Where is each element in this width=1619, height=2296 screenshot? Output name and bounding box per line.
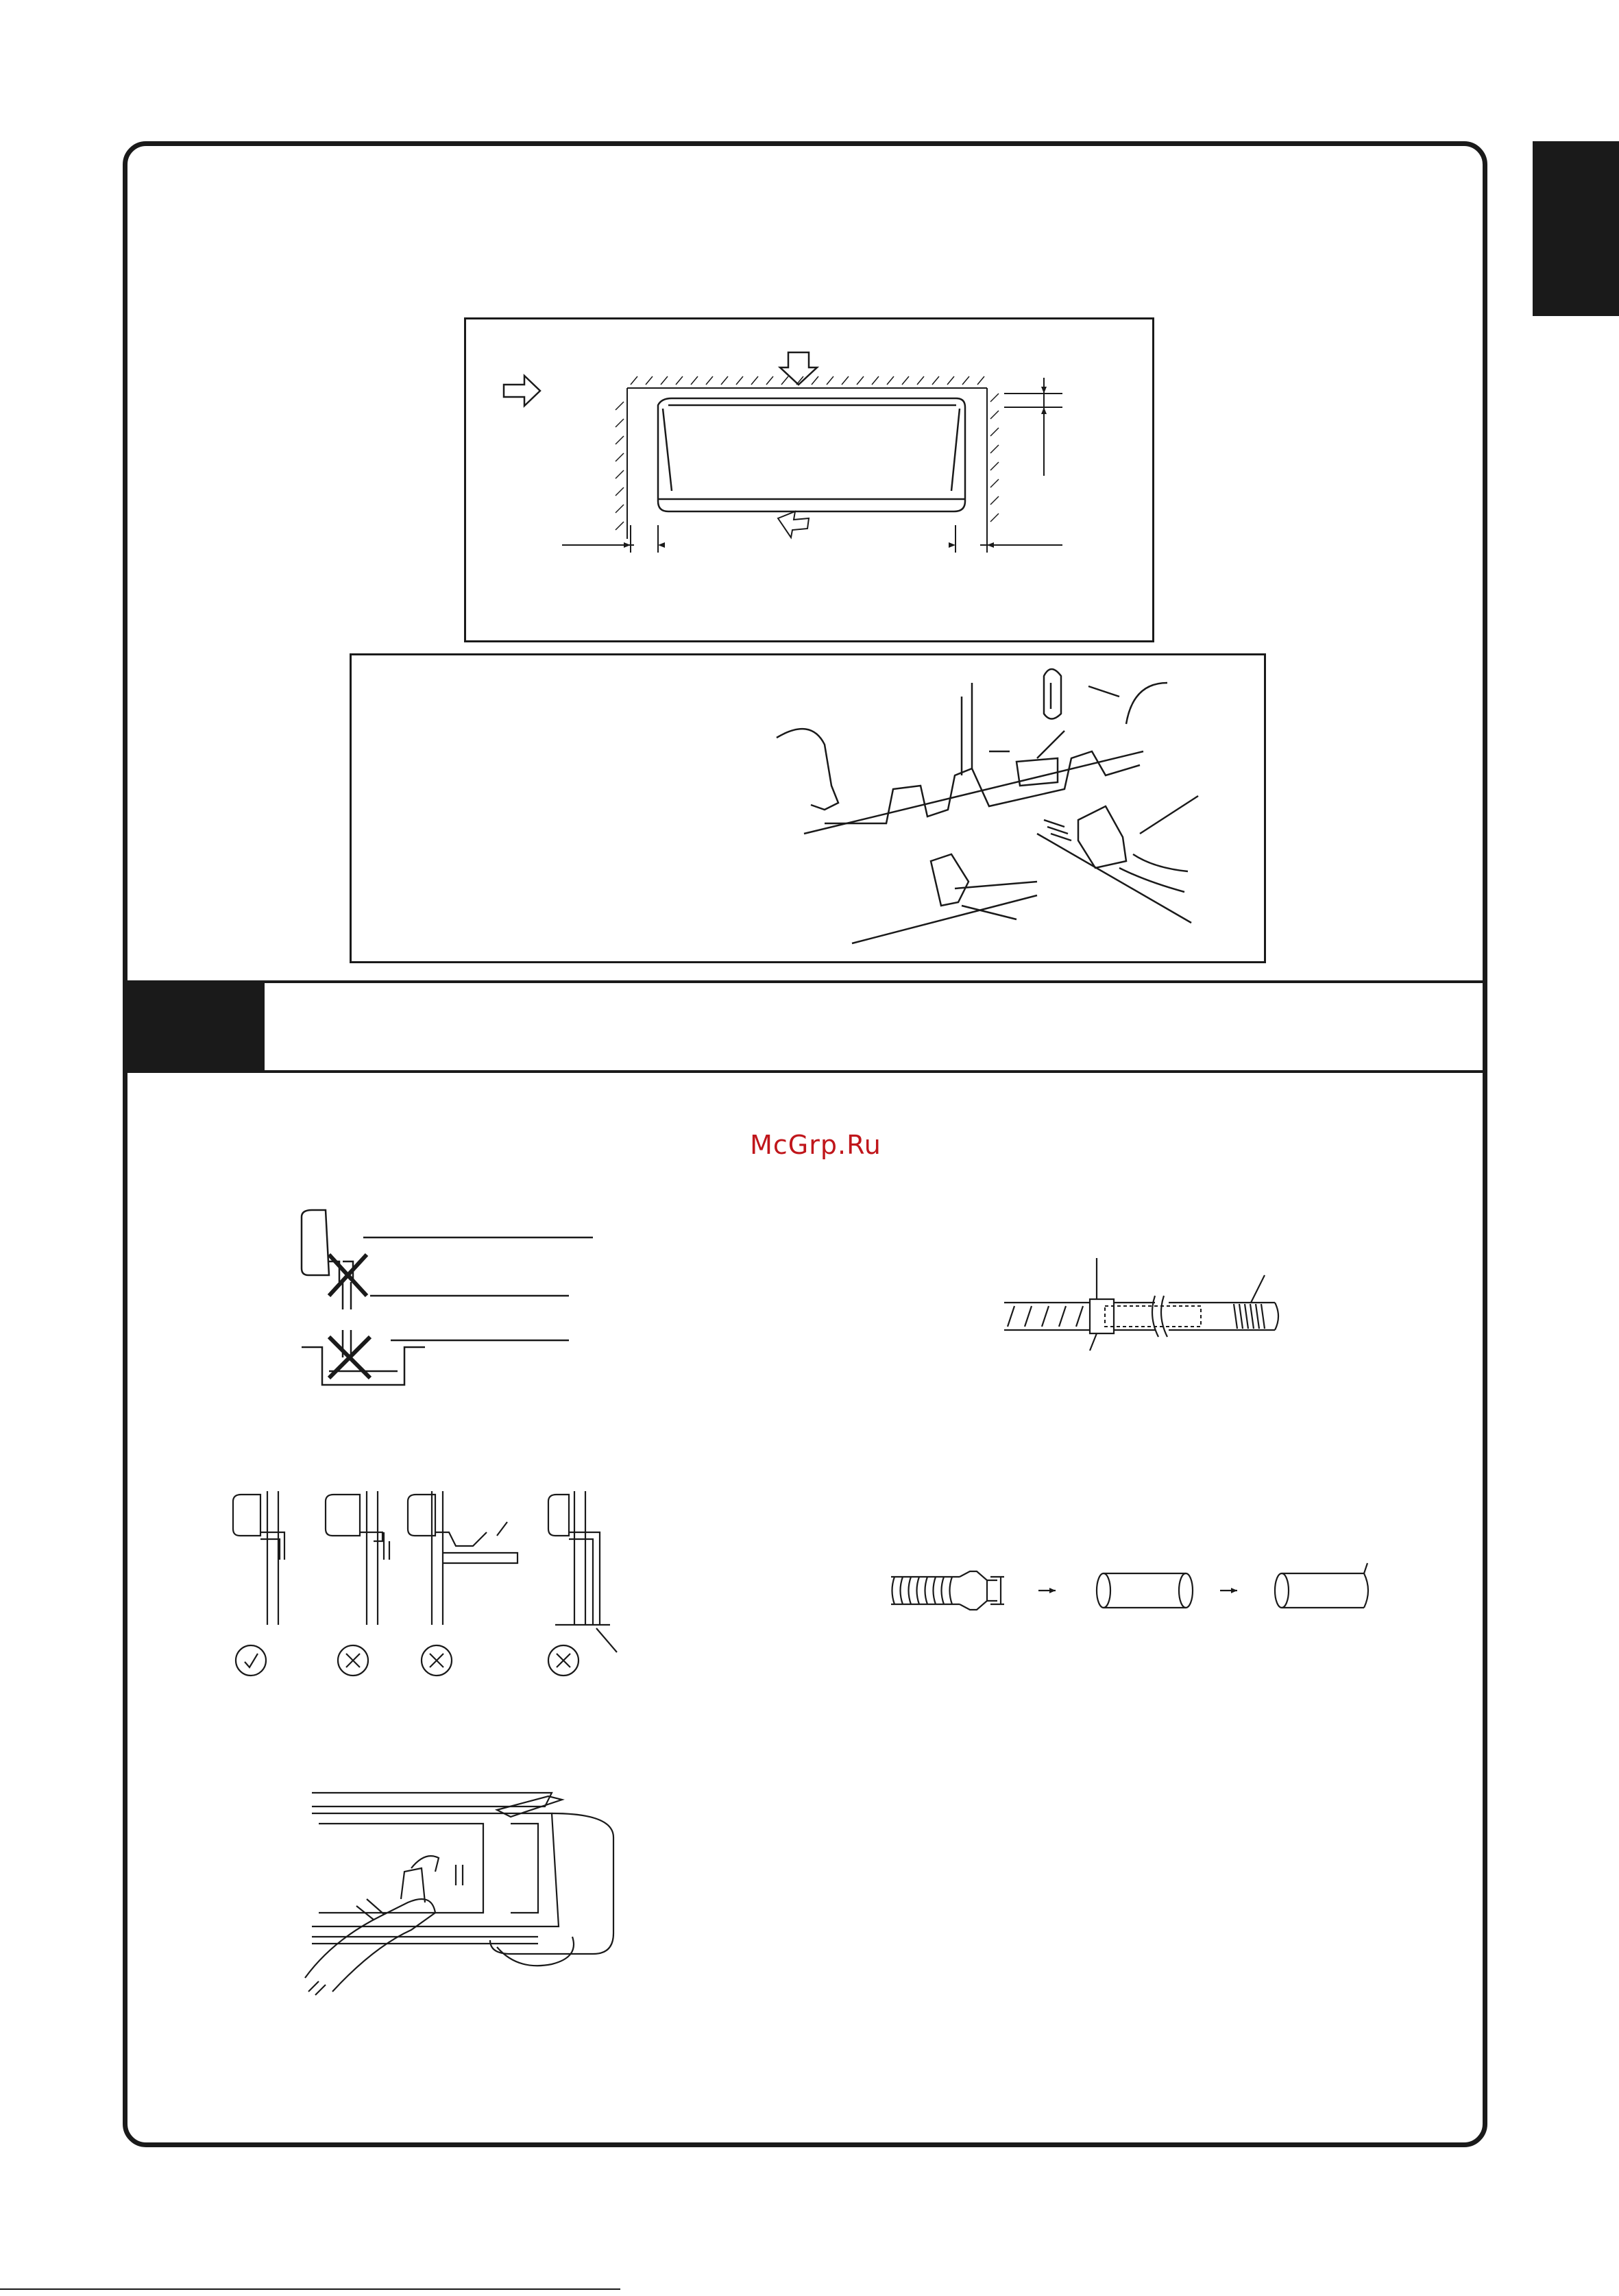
check-circle-icon: [236, 1645, 266, 1676]
clearance-diagram: [464, 317, 1154, 642]
insulated-pipe-joint-diagram: [1001, 1248, 1289, 1351]
drain-hose-wrong-routing-diagram: [288, 1207, 603, 1412]
bottom-rule: [0, 2288, 620, 2290]
section-header-band: [123, 980, 1487, 1073]
hose-to-pipe-connection-diagram: [884, 1556, 1385, 1625]
clearance-diagram-drawing: [466, 319, 1156, 644]
language-side-tab: [1533, 141, 1619, 316]
air-arrow-icon: [504, 376, 540, 406]
bracket-mounting-diagram: [350, 653, 1266, 963]
water-pour-test-illustration: [291, 1783, 620, 2029]
section-number-block: [127, 983, 265, 1070]
watermark: McGrp.Ru: [750, 1130, 881, 1160]
cross-mark-icon: [329, 1255, 370, 1378]
drain-hose-slope-comparison: [226, 1488, 637, 1687]
bracket-mounting-drawing: [352, 655, 1268, 965]
